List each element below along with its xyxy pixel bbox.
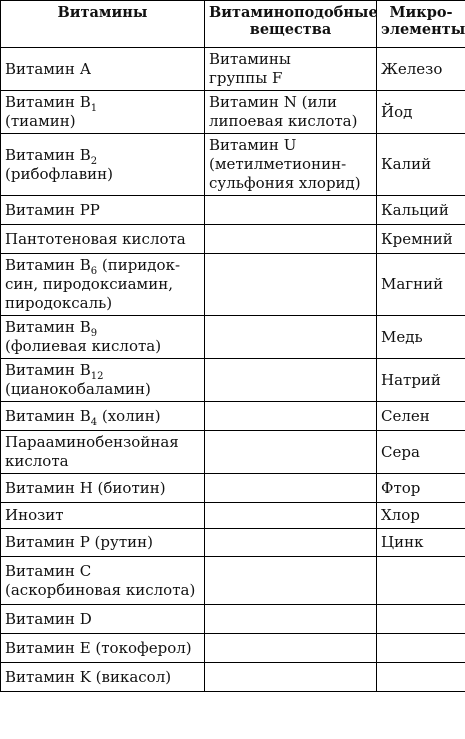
vitamin-name: Витамин P (рутин): [5, 533, 153, 551]
table-row: [1, 91, 465, 134]
microelement-cell: Железо: [377, 48, 465, 91]
vitamin-description: (цианокобаламин): [5, 380, 151, 398]
vitamin-cell: [1, 557, 205, 605]
vitamin-cell: [1, 91, 205, 134]
table-row: [1, 48, 465, 91]
vitamin-name: Витамин PP: [5, 200, 100, 219]
vitamin-like-cell: [205, 529, 377, 557]
vitamin-cell: [1, 48, 205, 91]
vitamin-cell: [1, 605, 205, 634]
vitamin-name: Витамин B: [5, 361, 91, 379]
vitamin-cell: [1, 663, 205, 692]
vitamin-cell: [1, 134, 205, 196]
vitamin-name: Витамин H (биотин): [5, 478, 166, 497]
table-row: [1, 316, 465, 359]
vitamin-name: Витамин B: [5, 256, 91, 274]
vitamin-description: (фолиевая кислота): [5, 337, 162, 355]
table-row: [1, 663, 465, 692]
table-row: [1, 474, 465, 503]
microelement-cell: [377, 605, 465, 634]
vitamin-description: (холин): [97, 406, 161, 425]
vitamin-like-cell: [205, 503, 377, 529]
table-row: [1, 254, 465, 316]
vitamin-name: Витамин B: [5, 145, 91, 164]
vitamin-like-cell: [205, 474, 377, 503]
vitamin-cell: [1, 225, 205, 254]
vitamin-cell: [1, 529, 205, 557]
microelement-cell: [377, 557, 465, 605]
vitamin-like-cell: [205, 316, 377, 359]
vitamin-like-cell: Витамин U (метилметионин- сульфония хлорид): [205, 134, 377, 196]
vitamin-cell: [1, 316, 205, 359]
vitamin-subscript: 9: [90, 328, 98, 339]
table-row: [1, 557, 465, 605]
vitamin-cell: [1, 196, 205, 225]
vitamin-like-cell: [205, 402, 377, 431]
microelement-cell: Натрий: [377, 359, 465, 402]
table-row: [1, 225, 465, 254]
vitamin-name: Витамин B: [5, 318, 91, 336]
vitamin-cell: [1, 402, 205, 431]
vitamin-cell: [1, 359, 205, 402]
microelement-cell: Йод: [377, 91, 465, 134]
microelement-cell: Кремний: [377, 225, 465, 254]
table-body: [1, 48, 465, 692]
microelement-cell: [377, 663, 465, 692]
vitamin-description: (пиридок- син, пиродоксиамин, пиродоксаль): [5, 256, 181, 312]
vitamin-subscript: 2: [90, 155, 98, 167]
microelement-cell: Медь: [377, 316, 465, 359]
table-header-row: [1, 1, 465, 48]
vitamin-cell: [1, 474, 205, 503]
microelement-cell: Калий: [377, 134, 465, 196]
microelement-cell: Цинк: [377, 529, 465, 557]
vitamin-subscript: 1: [90, 103, 98, 114]
vitamin-name: Парааминобензойная кислота: [5, 433, 179, 470]
microelement-cell: Фтор: [377, 474, 465, 503]
microelement-cell: Хлор: [377, 503, 465, 529]
vitamin-name: Инозит: [5, 506, 64, 524]
vitamin-like-cell: [205, 359, 377, 402]
vitamin-subscript: 12: [90, 371, 104, 382]
header-microelements: Микро- элементы: [377, 1, 465, 48]
microelement-cell: Селен: [377, 402, 465, 431]
vitamin-like-cell: [205, 196, 377, 225]
table-row: [1, 605, 465, 634]
table-row: [1, 196, 465, 225]
header-vitamins: Витамины: [1, 1, 205, 48]
vitamin-like-cell: [205, 605, 377, 634]
table-row: [1, 503, 465, 529]
table-row: [1, 529, 465, 557]
vitamin-name: Витамин B: [5, 406, 91, 425]
vitamin-cell: [1, 634, 205, 663]
vitamin-subscript: 4: [90, 416, 98, 428]
microelement-cell: Магний: [377, 254, 465, 316]
vitamin-like-cell: Витамин N (или липоевая кислота): [205, 91, 377, 134]
table-row: [1, 359, 465, 402]
vitamin-name: Витамин E (токоферол): [5, 638, 192, 657]
vitamin-cell: [1, 431, 205, 474]
vitamin-description: (рибофлавин): [5, 164, 114, 183]
vitamin-name: Пантотеновая кислота: [5, 229, 186, 248]
table-row: [1, 431, 465, 474]
microelement-cell: [377, 634, 465, 663]
vitamin-name: Витамин А: [5, 59, 92, 78]
vitamin-subscript: 6: [90, 266, 98, 277]
vitamin-name: Витамин С (аскорбиновая кислота): [5, 561, 196, 599]
vitamin-like-cell: [205, 431, 377, 474]
microelement-cell: Сера: [377, 431, 465, 474]
header-vitamin-like: Витаминоподобные вещества: [205, 1, 377, 48]
microelement-cell: Кальций: [377, 196, 465, 225]
vitamin-cell: [1, 503, 205, 529]
vitamin-like-cell: [205, 225, 377, 254]
vitamin-name: Витамин D: [5, 609, 92, 628]
vitamin-like-cell: Витамины группы F: [205, 48, 377, 91]
vitamin-cell: [1, 254, 205, 316]
table-row: [1, 134, 465, 196]
vitamin-description: (тиамин): [5, 112, 76, 130]
table-row: [1, 402, 465, 431]
vitamin-like-cell: [205, 254, 377, 316]
vitamin-name: Витамин K (викасол): [5, 667, 172, 686]
vitamin-like-cell: [205, 663, 377, 692]
vitamin-like-cell: [205, 557, 377, 605]
vitamin-like-cell: [205, 634, 377, 663]
table-row: [1, 634, 465, 663]
vitamin-name: Витамин B: [5, 93, 91, 111]
